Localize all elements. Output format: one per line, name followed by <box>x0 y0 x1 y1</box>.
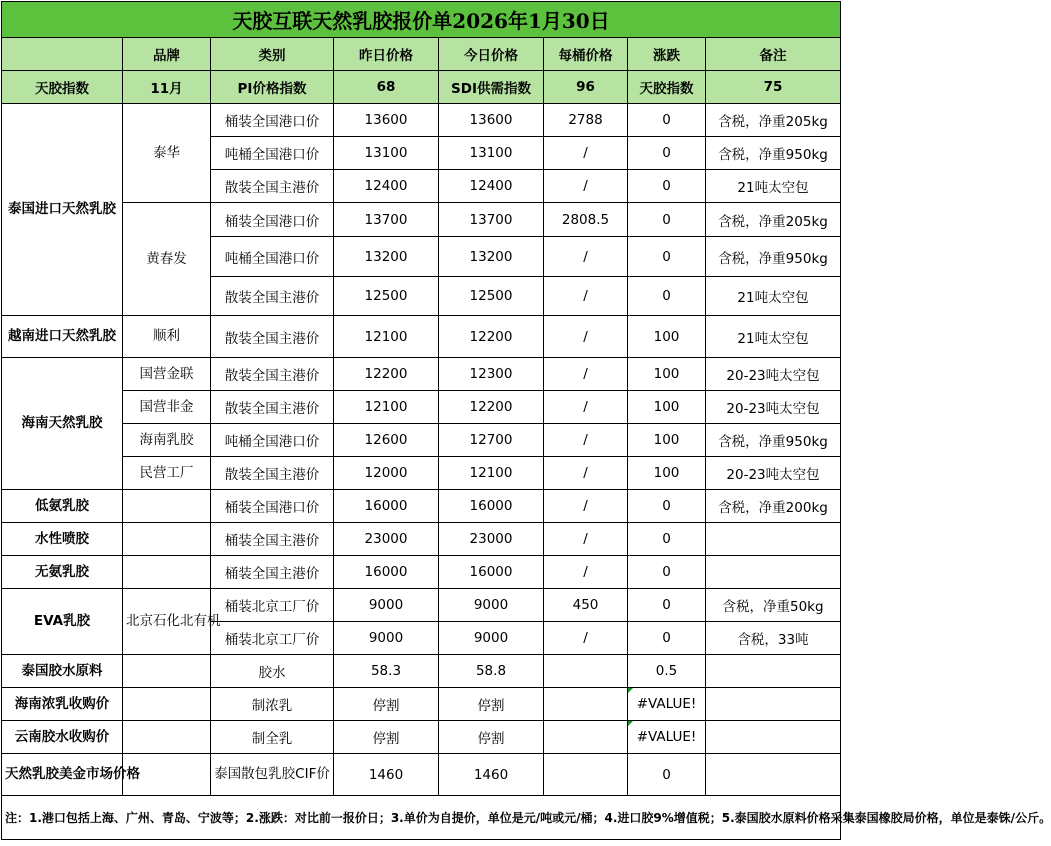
note-cell: 含税，净重200kg <box>706 490 841 523</box>
today-price-cell: 9000 <box>439 622 544 655</box>
change-cell: 0 <box>628 137 706 170</box>
yesterday-price-cell: 12600 <box>334 424 439 457</box>
category-cell: 散装全国主港价 <box>211 316 334 358</box>
yesterday-price-cell: 12100 <box>334 316 439 358</box>
change-cell: 0 <box>628 589 706 622</box>
note-cell: 含税，净重205kg <box>706 104 841 137</box>
barrel-price-cell <box>544 655 628 688</box>
table-row <box>2 721 841 754</box>
today-price-cell: 1460 <box>439 754 544 796</box>
barrel-price-cell: 2808.5 <box>544 203 628 237</box>
change-cell: 0 <box>628 523 706 556</box>
note-cell: 含税，净重205kg <box>706 203 841 237</box>
category-cell: 散装全国主港价 <box>211 358 334 391</box>
barrel-price-cell: / <box>544 556 628 589</box>
today-price-cell: 13200 <box>439 237 544 277</box>
category-cell: 散装全国主港价 <box>211 391 334 424</box>
tianjiao-index-value: 75 <box>706 71 841 104</box>
note-cell: 20-23吨太空包 <box>706 358 841 391</box>
tianjiao-index-label: 天胶指数 <box>628 71 706 104</box>
today-price-cell: 16000 <box>439 556 544 589</box>
group-thai-raw: 泰国胶水原料 <box>2 655 123 688</box>
category-cell: 桶装北京工厂价 <box>211 622 334 655</box>
category-cell: 散装全国主港价 <box>211 457 334 490</box>
brand-cell <box>123 655 211 688</box>
change-cell: 100 <box>628 358 706 391</box>
barrel-price-cell: / <box>544 358 628 391</box>
brand-cell <box>123 556 211 589</box>
change-cell: 0 <box>628 237 706 277</box>
barrel-price-cell <box>544 721 628 754</box>
header-brand: 品牌 <box>123 38 211 71</box>
barrel-price-cell <box>544 688 628 721</box>
price-table <box>1 1 1051 840</box>
note-cell <box>706 721 841 754</box>
yesterday-price-cell: 16000 <box>334 490 439 523</box>
yesterday-price-cell: 9000 <box>334 622 439 655</box>
category-cell: 吨桶全国港口价 <box>211 137 334 170</box>
header-barrel-price: 每桶价格 <box>544 38 628 71</box>
yesterday-price-cell: 13100 <box>334 137 439 170</box>
barrel-price-cell: 2788 <box>544 104 628 137</box>
category-cell: 散装全国主港价 <box>211 170 334 203</box>
note-cell: 含税，净重950kg <box>706 137 841 170</box>
yesterday-price-cell: 13600 <box>334 104 439 137</box>
today-price-cell: 12700 <box>439 424 544 457</box>
yesterday-price-cell: 16000 <box>334 556 439 589</box>
group-hainan-conc: 海南浓乳收购价 <box>2 688 123 721</box>
brand-guoying-jinlian: 国营金联 <box>123 358 211 391</box>
brand-cell <box>123 523 211 556</box>
yesterday-price-cell: 12100 <box>334 391 439 424</box>
category-cell: 桶装全国港口价 <box>211 203 334 237</box>
sdi-index-label: SDI供需指数 <box>439 71 544 104</box>
category-cell: 散装全国主港价 <box>211 277 334 316</box>
header-change: 涨跌 <box>628 38 706 71</box>
change-cell: 100 <box>628 316 706 358</box>
footer-note: 注：1.港口包括上海、广州、青岛、宁波等；2.涨跌：对比前一报价日；3.单价为自提价，单位是元/吨或元/桶；4.进口胶9%增值税；5.泰国胶水原料价格采集泰国橡胶局价格，单位是泰铢/公斤。 <box>2 796 841 840</box>
category-cell: 制浓乳 <box>211 688 334 721</box>
yesterday-price-cell: 23000 <box>334 523 439 556</box>
yesterday-price-cell: 12400 <box>334 170 439 203</box>
note-cell: 含税，净重950kg <box>706 237 841 277</box>
brand-huangchunfa: 黄春发 <box>123 203 211 316</box>
brand-minying: 民营工厂 <box>123 457 211 490</box>
change-cell: 0 <box>628 490 706 523</box>
table-row <box>2 754 841 796</box>
group-usd: 天然乳胶美金市场价格 <box>2 754 123 796</box>
group-vietnam: 越南进口天然乳胶 <box>2 316 123 358</box>
category-cell: 桶装全国港口价 <box>211 490 334 523</box>
header-note: 备注 <box>706 38 841 71</box>
table-row <box>2 457 841 490</box>
barrel-price-cell: / <box>544 170 628 203</box>
yesterday-price-cell: 58.3 <box>334 655 439 688</box>
today-price-cell: 12100 <box>439 457 544 490</box>
category-cell: 吨桶全国港口价 <box>211 237 334 277</box>
change-cell: 100 <box>628 424 706 457</box>
yesterday-price-cell: 9000 <box>334 589 439 622</box>
change-cell: 0 <box>628 754 706 796</box>
brand-shunli: 顺利 <box>123 316 211 358</box>
note-cell <box>706 754 841 796</box>
barrel-price-cell: / <box>544 316 628 358</box>
table-row <box>2 523 841 556</box>
header-cell <box>2 38 123 71</box>
table-row <box>2 688 841 721</box>
index-month: 11月 <box>123 71 211 104</box>
yesterday-price-cell: 13700 <box>334 203 439 237</box>
table-row <box>2 358 841 391</box>
barrel-price-cell: / <box>544 277 628 316</box>
yesterday-price-cell: 停割 <box>334 721 439 754</box>
category-cell: 制全乳 <box>211 721 334 754</box>
brand-cell <box>123 688 211 721</box>
note-cell: 21吨太空包 <box>706 170 841 203</box>
index-row <box>2 71 841 104</box>
change-cell: 100 <box>628 457 706 490</box>
barrel-price-cell: / <box>544 490 628 523</box>
group-waterborne: 水性喷胶 <box>2 523 123 556</box>
note-cell: 含税，净重950kg <box>706 424 841 457</box>
barrel-price-cell: / <box>544 137 628 170</box>
yesterday-price-cell: 12200 <box>334 358 439 391</box>
today-price-cell: 13700 <box>439 203 544 237</box>
today-price-cell: 12200 <box>439 391 544 424</box>
header-today-price: 今日价格 <box>439 38 544 71</box>
barrel-price-cell: / <box>544 622 628 655</box>
note-cell: 20-23吨太空包 <box>706 391 841 424</box>
table-row <box>2 104 841 137</box>
change-cell: 0 <box>628 170 706 203</box>
sdi-index-value: 96 <box>544 71 628 104</box>
table-row <box>2 655 841 688</box>
sheet-title: 天胶互联天然乳胶报价单2026年1月30日 <box>2 2 841 38</box>
change-cell: 0 <box>628 556 706 589</box>
category-cell: 泰国散包乳胶CIF价 <box>211 754 334 796</box>
change-cell: 100 <box>628 391 706 424</box>
group-eva: EVA乳胶 <box>2 589 123 655</box>
table-row <box>2 490 841 523</box>
change-cell: 0 <box>628 104 706 137</box>
brand-cell <box>123 721 211 754</box>
note-cell <box>706 556 841 589</box>
today-price-cell: 停割 <box>439 688 544 721</box>
note-cell: 20-23吨太空包 <box>706 457 841 490</box>
change-cell: #VALUE! <box>628 721 706 754</box>
barrel-price-cell: / <box>544 424 628 457</box>
table-row <box>2 589 841 622</box>
header-yesterday-price: 昨日价格 <box>334 38 439 71</box>
yesterday-price-cell: 13200 <box>334 237 439 277</box>
category-cell: 吨桶全国港口价 <box>211 424 334 457</box>
barrel-price-cell: / <box>544 523 628 556</box>
barrel-price-cell: / <box>544 457 628 490</box>
table-row <box>2 316 841 358</box>
note-cell: 含税，33吨 <box>706 622 841 655</box>
brand-guoying-feijin: 国营非金 <box>123 391 211 424</box>
pi-index-label: PI价格指数 <box>211 71 334 104</box>
today-price-cell: 9000 <box>439 589 544 622</box>
change-cell: 0.5 <box>628 655 706 688</box>
note-cell <box>706 523 841 556</box>
index-label: 天胶指数 <box>2 71 123 104</box>
table-row <box>2 391 841 424</box>
change-cell: 0 <box>628 622 706 655</box>
brand-cell <box>123 490 211 523</box>
note-cell <box>706 655 841 688</box>
group-thai: 泰国进口天然乳胶 <box>2 104 123 316</box>
today-price-cell: 停割 <box>439 721 544 754</box>
change-cell: 0 <box>628 203 706 237</box>
today-price-cell: 58.8 <box>439 655 544 688</box>
barrel-price-cell: / <box>544 237 628 277</box>
barrel-price-cell: / <box>544 391 628 424</box>
yesterday-price-cell: 停割 <box>334 688 439 721</box>
today-price-cell: 13100 <box>439 137 544 170</box>
group-ammonia-free: 无氨乳胶 <box>2 556 123 589</box>
pi-index-value: 68 <box>334 71 439 104</box>
category-cell: 桶装全国主港价 <box>211 523 334 556</box>
category-cell: 胶水 <box>211 655 334 688</box>
change-cell: 0 <box>628 277 706 316</box>
note-cell: 21吨太空包 <box>706 277 841 316</box>
header-row <box>2 38 841 71</box>
today-price-cell: 12500 <box>439 277 544 316</box>
table-row <box>2 203 841 237</box>
yesterday-price-cell: 12500 <box>334 277 439 316</box>
group-hainan: 海南天然乳胶 <box>2 358 123 490</box>
note-cell <box>706 688 841 721</box>
today-price-cell: 16000 <box>439 490 544 523</box>
today-price-cell: 12200 <box>439 316 544 358</box>
today-price-cell: 12400 <box>439 170 544 203</box>
table-row <box>2 556 841 589</box>
brand-taihua: 泰华 <box>123 104 211 203</box>
note-cell: 21吨太空包 <box>706 316 841 358</box>
category-cell: 桶装北京工厂价 <box>211 589 334 622</box>
yesterday-price-cell: 12000 <box>334 457 439 490</box>
brand-beijing: 北京石化北有机 <box>123 589 211 655</box>
category-cell: 桶装全国港口价 <box>211 104 334 137</box>
category-cell: 桶装全国主港价 <box>211 556 334 589</box>
today-price-cell: 13600 <box>439 104 544 137</box>
change-cell: #VALUE! <box>628 688 706 721</box>
yesterday-price-cell: 1460 <box>334 754 439 796</box>
today-price-cell: 23000 <box>439 523 544 556</box>
barrel-price-cell <box>544 754 628 796</box>
group-yunnan: 云南胶水收购价 <box>2 721 123 754</box>
today-price-cell: 12300 <box>439 358 544 391</box>
note-cell: 含税，净重50kg <box>706 589 841 622</box>
header-category: 类别 <box>211 38 334 71</box>
table-row <box>2 424 841 457</box>
barrel-price-cell: 450 <box>544 589 628 622</box>
group-low-ammonia: 低氨乳胶 <box>2 490 123 523</box>
brand-hainan-rujiao: 海南乳胶 <box>123 424 211 457</box>
